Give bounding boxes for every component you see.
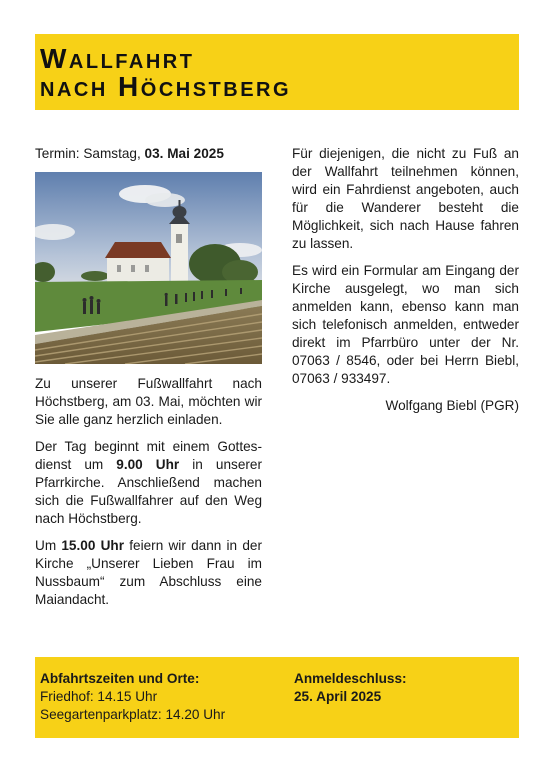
para3-text-a: Um — [35, 538, 62, 553]
left-column — [35, 145, 262, 618]
left-paragraph-1: Zu unserer Fußwallfahrt nach Höchstberg, am 03. Mai, möchten wir Sie alle ganz herzlich einladen. — [35, 376, 262, 427]
departure-time-1: Friedhof: 14.15 Uhr — [40, 689, 158, 704]
deadline-heading: Anmeldeschluss: — [294, 671, 407, 686]
left-paragraph-2 — [35, 438, 262, 528]
deadline-date: 25. April 2025 — [294, 689, 382, 704]
info-footer — [35, 657, 519, 738]
signature: Wolfgang Biebl (PGR) — [385, 398, 519, 413]
event-date — [35, 145, 262, 163]
departure-heading: Abfahrtszeiten und Orte: — [40, 671, 200, 686]
deadline-info — [294, 670, 407, 706]
title-line-2: nach Höchstberg — [40, 71, 292, 102]
departure-info — [40, 670, 225, 724]
left-paragraph-3 — [35, 537, 262, 609]
title-line-1: Wallfahrt — [40, 43, 195, 74]
departure-time-2: Seegartenparkplatz: 14.20 Uhr — [40, 707, 226, 722]
devotion-time: 15.00 Uhr — [61, 538, 125, 553]
right-paragraph-1: Für diejenigen, die nicht zu Fuß an der Wallfahrt teilnehmen können, wird ein Fahrdienst angeboten, auch für die Wanderer besteht die Möglichkeit, sich nach Hause fahren zu lassen. — [292, 146, 519, 251]
para2-text-a: Der Tag beginnt mit einem Gottesdienst um — [35, 439, 262, 472]
church-field-photo — [35, 172, 262, 364]
event-date-label: Termin: Samstag, — [35, 146, 145, 161]
title-banner — [35, 34, 519, 110]
para2-text-b: in unserer Pfarrkirche. Anschließend machen sich die Fußwallfahrer auf den Weg nach Höchstberg. — [35, 457, 263, 526]
right-paragraph-2: Es wird ein Formular am Eingang der Kirche ausgelegt, wo man sich anmelden kann, ebenso kann man sich telefonisch anmelden, entweder direkt im Pfarrbüro unter der Nr. 07063 / 8546, oder bei Herrn Biebl, 07063 / 933497. — [292, 263, 519, 386]
right-column — [292, 145, 519, 424]
para3-text-b: feiern wir dann in der Kirche „Unserer Lieben Frau im Nussbaum“ zum Abschluss eine Maiandacht. — [35, 538, 262, 607]
event-date-value: 03. Mai 2025 — [144, 146, 224, 161]
mass-time: 9.00 Uhr — [116, 457, 180, 472]
